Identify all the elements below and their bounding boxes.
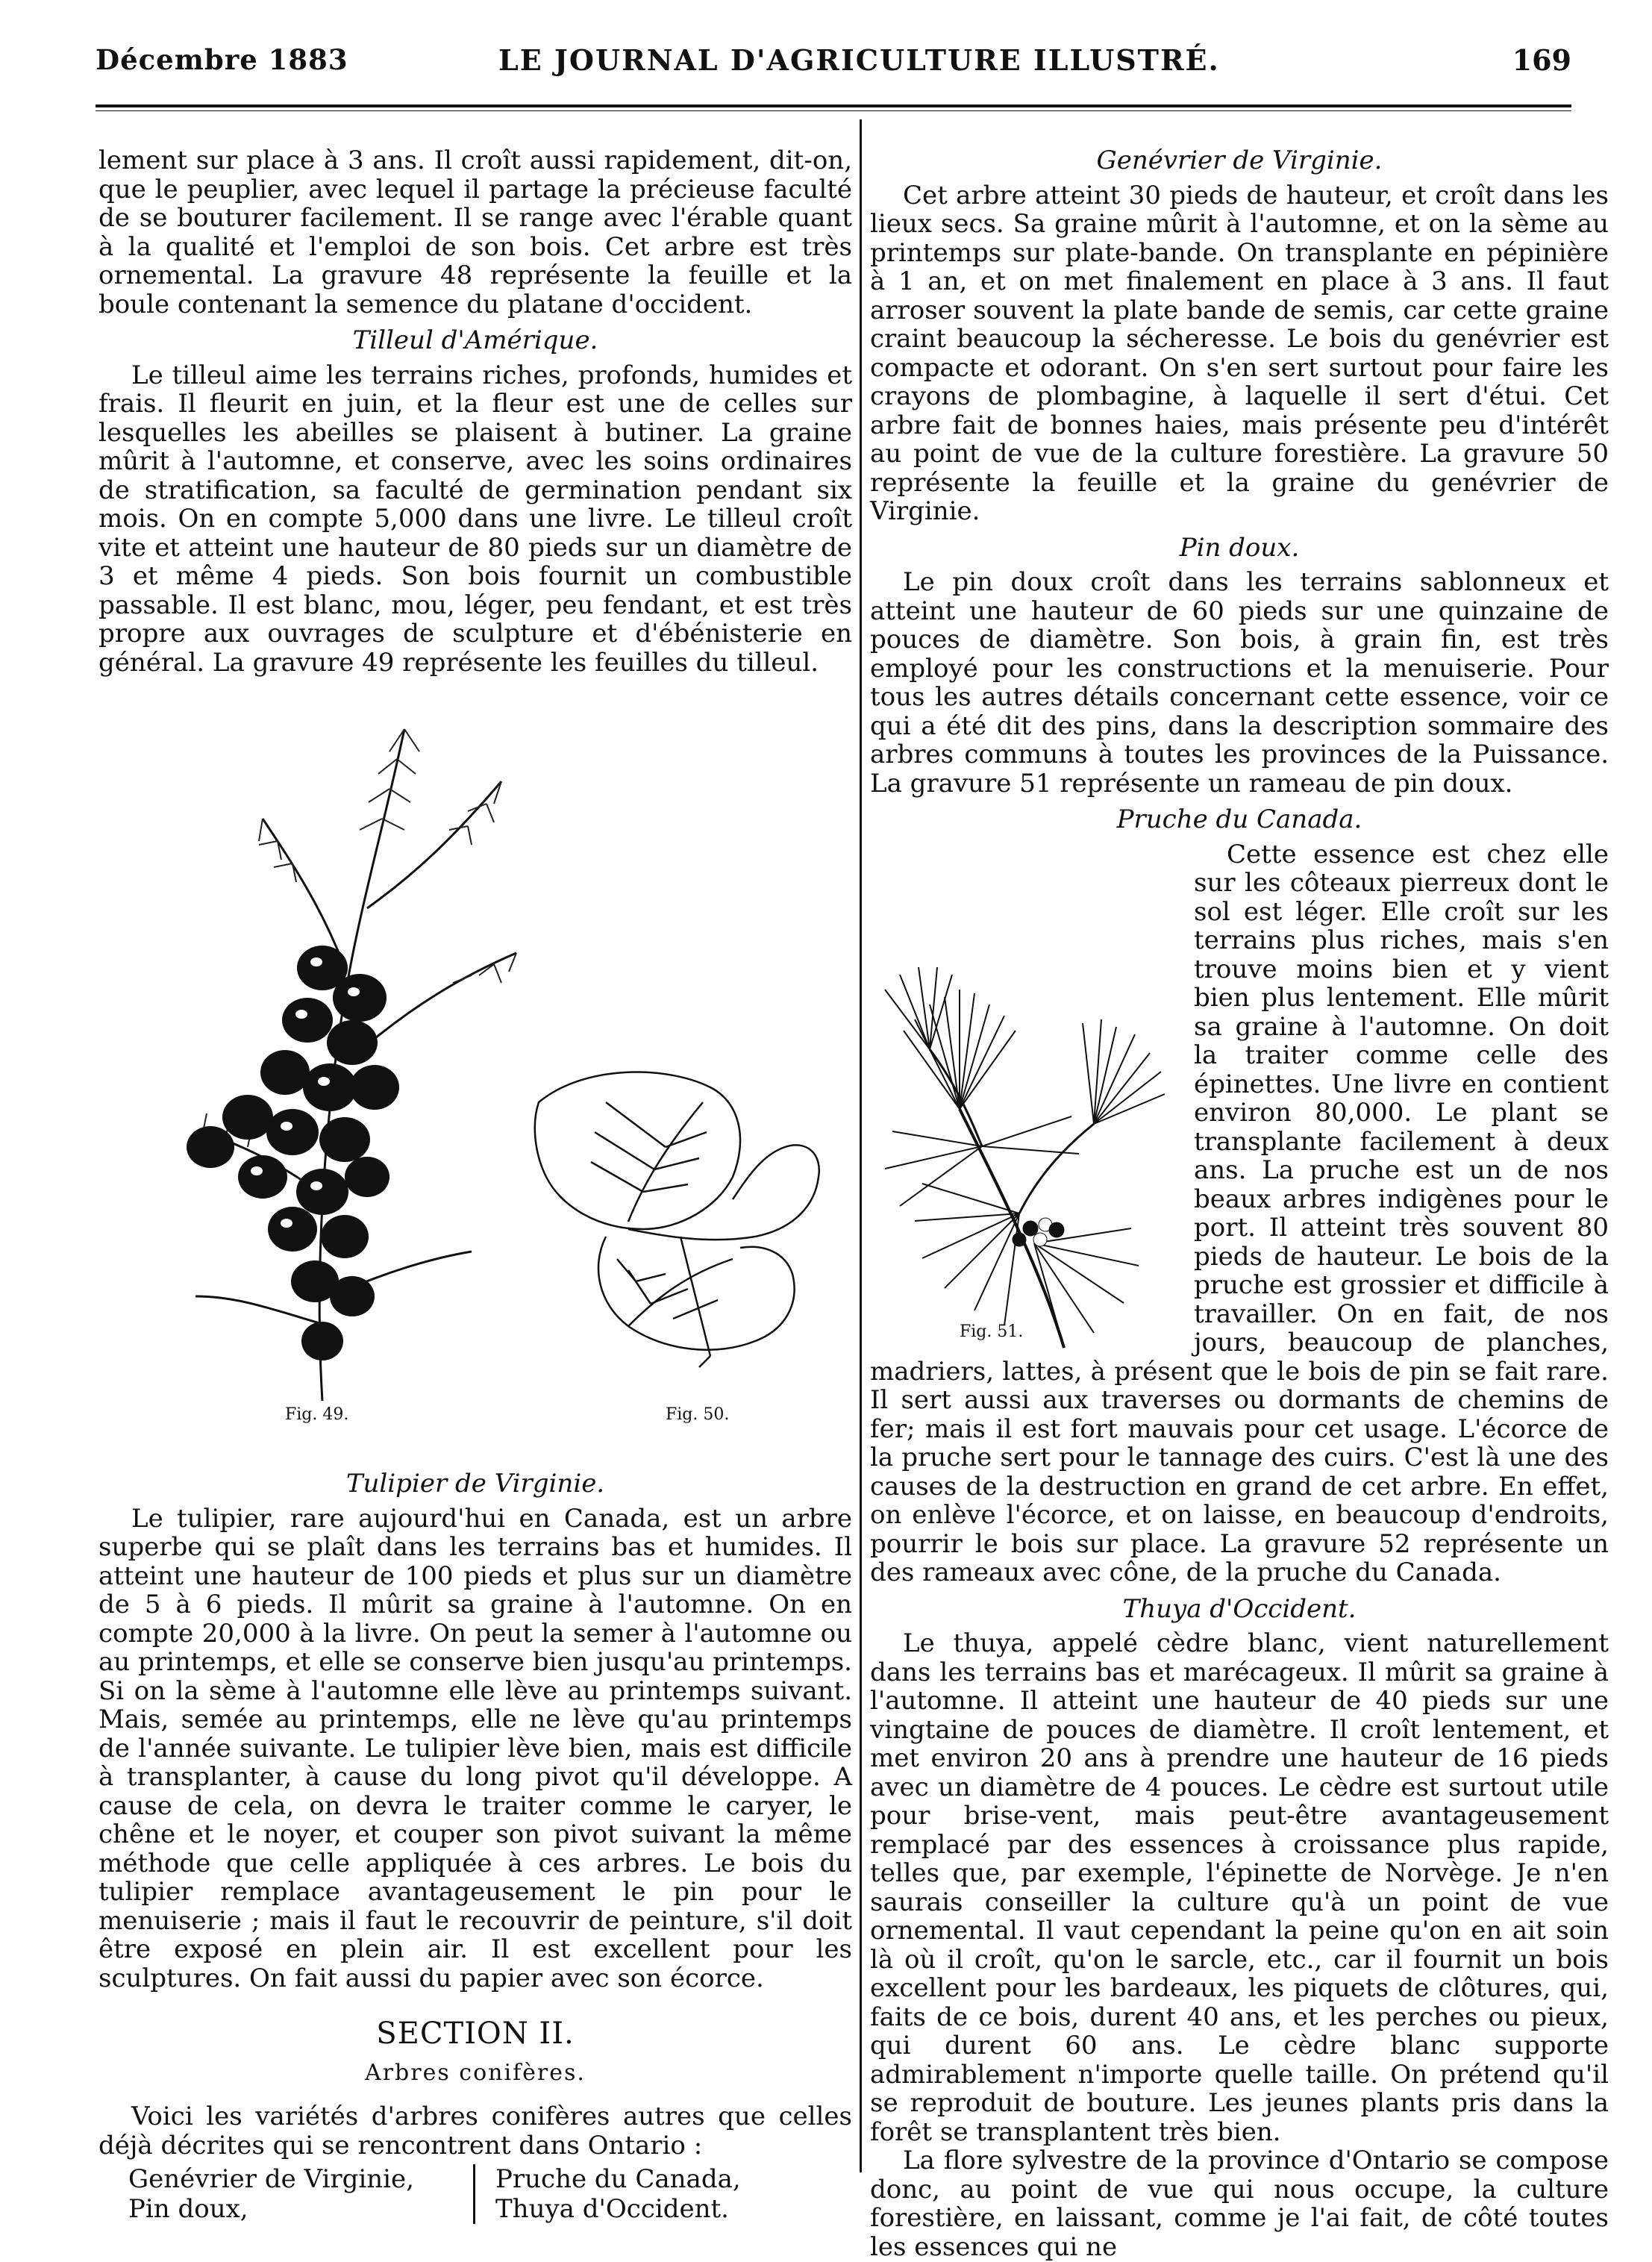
varieties-separator: [473, 2164, 478, 2224]
page-number: 169: [1512, 43, 1571, 77]
figures-49-50: [98, 684, 852, 1453]
figure-50-caption: Fig. 50.: [666, 1405, 730, 1424]
paragraph-pruche: Cette essence est chez elle sur les côteaux pierreux dont le sol est léger. Elle croît sur les terrains plus riches, mais s'en trouve moins bien et y vient bien plus lentement. Elle mûrit sa graine à l'automne. On doit la traiter comme celle des épinettes. Une livre en contient environ 80,000. Le plant se transplante facilement à deux ans. La pruche est un de nos beaux arbres indigènes pour le port. Il atteint très souvent 80 pieds de hauteur. Le bois de la pruche est grossier et difficile à travailler. On en fait, de nos jours, beaucoup de planches, madriers, lattes, à présent que le bois de pin se fait rare. Il sert aussi aux traverses ou dormants de chemins de fer; mais il est fort mauvais pour cet usage. L'écorce de la pruche sert pour le tannage des cuirs. C'est là une des causes de la destruction en grand de cet arbre. En effet, on enlève l'écorce, et on laisse, en beaucoup d'endroits, pourrir le bois sur place. La gravure 52 représente un des rameaux avec cône, de la pruche du Canada.: [870, 839, 1609, 1587]
right-column: [857, 146, 1609, 2261]
section-subheading: Arbres conifères.: [365, 2059, 586, 2086]
paragraph-pin-doux: Le pin doux croît dans les terrains sablonneux et atteint une hauteur de 60 pieds sur une quinzaine de pouces de diamètre. Son bois, à grain fin, est très employé pour les constructions et la menuiserie. Pour tous les autres détails concernant cette essence, voir ce qui a été dit des pins, dans la description sommaire des arbres communs à toutes les provinces de la Puissance. La gravure 51 représente un rameau de pin doux.: [870, 567, 1609, 799]
header-title: LE JOURNAL D'AGRICULTURE ILLUSTRÉ.: [498, 43, 1220, 77]
pruche-section: [870, 840, 1609, 1587]
pine-branch-illustration: [870, 885, 1183, 1370]
header-rule: [96, 104, 1571, 107]
paragraph-tilleul: Le tilleul aime les terrains riches, profonds, humides et frais. Il fleurit en juin, et la fleur est une de celles sur lesquelles les abeilles se plaisent à butiner. La graine mûrit à l'automne, et conserve, avec les soins ordinaires de stratification, sa faculté de germination pendant six mois. On en compte 5,000 dans une livre. Le tilleul croît vite et atteint une hauteur de 80 pieds sur un diamètre de 3 et même 4 pieds. Son bois fournit un combustible passable. Il est blanc, mou, léger, peu fendant, et est très propre aux ouvrages de sculpture et d'ébénisterie en général. La gravure 49 représente les feuilles du tilleul.: [98, 360, 852, 678]
heading-thuya: Thuya d'Occident.: [1122, 1593, 1357, 1624]
header-rule-thin: [96, 110, 1571, 111]
variety-item: Thuya d'Occident.: [495, 2194, 729, 2224]
variety-item: Pin doux,: [128, 2194, 248, 2224]
figure-51: [870, 840, 1183, 1355]
heading-tulipier: Tulipier de Virginie.: [345, 1469, 605, 1499]
paragraph-thuya: Le thuya, appelé cèdre blanc, vient naturellement dans les terrains bas et marécageux. Il mûrit sa graine à l'automne. Il atteint une hauteur de 40 pieds sur une vingtaine de pouces de diamètre. Il croît lentement, et met environ 20 ans à prendre une hauteur de 16 pieds avec un diamètre de 4 pouces. Le cèdre est surtout utile pour brise-vent, mais peut-être avantageusement remplacé par des essences à croissance plus rapide, telles que, par exemple, l'épinette de Norvège. Je n'en saurais conseiller la culture qu'à un point de vue ornemental. Il vaut cependant la peine qu'on en ait soin là où il croît, qu'on le sarcle, etc., car il fournit un bois excellent pour les bardeaux, les piquets de clôtures, qui, faits de ce bois, durent 40 ans, et les perches ou pieux, qui durent 60 ans. Le cèdre blanc supporte admirablement n'importe quelle taille. On prétend qu'il se reproduit de bouture. Les jeunes plants pris dans la forêt se transplantent très bien.: [870, 1628, 1609, 2147]
figure-51-caption: Fig. 51.: [960, 1322, 1024, 1341]
paragraph-platane-end: lement sur place à 3 ans. Il croît aussi rapidement, dit-on, que le peuplier, avec lequel il partage la précieuse faculté de se bouturer facilement. Il se range avec l'érable quant à la qualité et l'emploi de son bois. Cet arbre est très ornemental. La gravure 48 représente la feuille et la boule contenant la semence du platane d'occident.: [98, 146, 852, 319]
linden-leaves-illustration: [516, 1057, 830, 1371]
figure-49-caption: Fig. 49.: [285, 1405, 349, 1424]
conifer-varieties-list: [98, 2164, 852, 2224]
varieties-left-column: [98, 2164, 455, 2224]
variety-item: Genévrier de Virginie,: [128, 2164, 414, 2194]
page-header: [96, 43, 1571, 81]
heading-tilleul: Tilleul d'Amérique.: [352, 325, 598, 355]
heading-pruche: Pruche du Canada.: [1116, 804, 1362, 834]
paragraph-tulipier: Le tulipier, rare aujourd'hui en Canada, est un arbre superbe qui se plaît dans les terrains bas et humides. Il atteint une hauteur de 100 pieds et plus sur un diamètre de 5 à 6 pieds. Il mûrit sa graine à l'automne. On en compte 20,000 à la livre. On peut la semer à l'automne ou au printemps, et elle se conserve bien jusqu'au printemps. Si on la sème à l'automne elle lève au printemps suivant. Mais, semée au printemps, elle ne lève qu'au printemps de l'année suivante. Le tulipier lève bien, mais est difficile à transplanter, à cause du long pivot qu'il développe. A cause de cela, on devra le traiter comme le caryer, le chêne et le noyer, et couper son pivot suivant la même méthode que celle appliquée à ces arbres. Le bois du tulipier remplace avantageusement le pin pour le menuiserie ; mais il faut le recouvrir de peinture, s'il doit être exposé en plein air. Il est excellent pour les sculptures. On fait aussi du papier avec son écorce.: [98, 1503, 852, 1993]
varieties-right-column: [495, 2164, 852, 2224]
header-date: Décembre 1883: [96, 43, 348, 76]
paragraph-conifer-intro: Voici les variétés d'arbres conifères autres que celles déjà décrites qui se rencontrent dans Ontario :: [98, 2102, 852, 2161]
heading-pin-doux: Pin doux.: [1179, 532, 1300, 563]
paragraph-closing: La flore sylvestre de la province d'Ontario se compose donc, au point de vue qui nous occupe, la culture forestière, en laissant, comme je l'ai fait, de côté toutes les essences qui ne: [870, 2146, 1609, 2262]
heading-genevrier: Genévrier de Virginie.: [1096, 146, 1383, 175]
section-heading: SECTION II.: [376, 2016, 575, 2051]
paragraph-genevrier: Cet arbre atteint 30 pieds de hauteur, et croît dans les lieux secs. Sa graine mûrit à l'automne, et on la sème au printemps sur plate-bande. On transplante en pépinière à 1 an, et on met finalement en place à 3 ans. Il faut arroser souvent la plate bande de semis, car cette graine craint beaucoup la sécheresse. Le bois du genévrier est compacte et odorant. On s'en sert surtout pour faire les crayons de plombagine, à laquelle il sert d'étui. Cet arbre fait de bonnes haies, mais présente peu d'intérêt au point de vue de la culture forestière. La gravure 50 représente la feuille et la graine du genévrier de Virginie.: [870, 180, 1609, 526]
left-column: [98, 146, 852, 2224]
variety-item: Pruche du Canada,: [495, 2164, 741, 2194]
